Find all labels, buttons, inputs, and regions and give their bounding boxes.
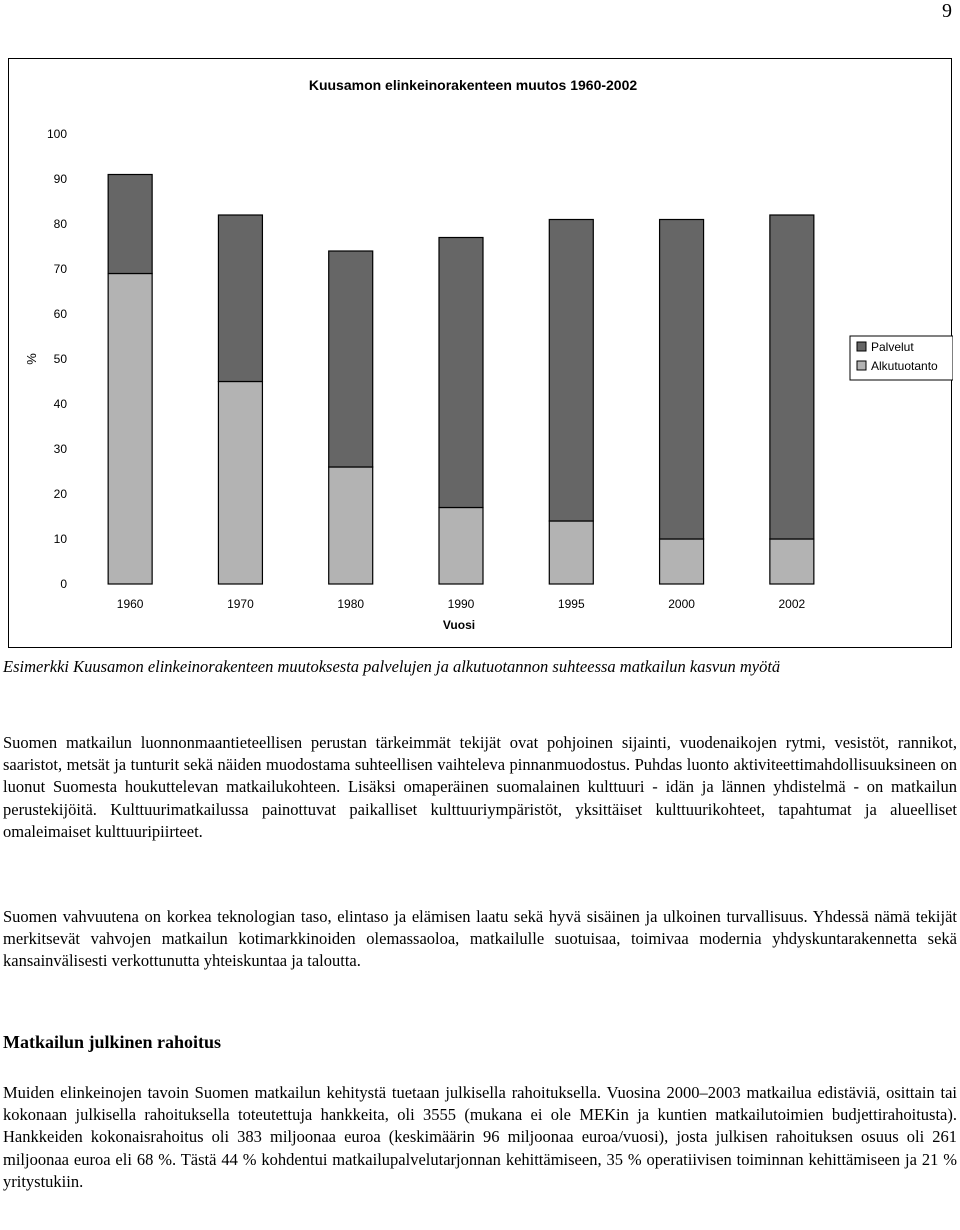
x-tick-label: 1995 (557, 597, 585, 611)
x-tick-label: 1970 (227, 597, 254, 611)
bar-segment-alkutuotanto (108, 274, 152, 585)
y-tick-label: 0 (60, 577, 67, 591)
y-tick-label: 60 (53, 307, 67, 321)
figure-caption: Esimerkki Kuusamon elinkeinorakenteen muutoksesta palvelujen ja alkutuotannon suhteessa matkailun kasvun myötä (3, 657, 781, 676)
x-tick-label: 1960 (116, 597, 144, 611)
bar-segment-palvelut (439, 238, 483, 508)
y-tick-label: 30 (53, 442, 67, 456)
bar-segment-alkutuotanto (329, 467, 373, 584)
chart-container (8, 58, 952, 648)
bar-segment-palvelut (329, 251, 373, 467)
legend-swatch (857, 361, 866, 370)
y-tick-label: 20 (53, 487, 67, 501)
y-tick-label: 70 (53, 262, 67, 276)
legend-label: Palvelut (871, 340, 914, 354)
y-tick-label: 50 (53, 352, 67, 366)
bar-segment-alkutuotanto (660, 539, 704, 584)
legend-label: Alkutuotanto (871, 359, 938, 373)
chart-legend (850, 336, 953, 380)
x-tick-label: 2002 (778, 597, 806, 611)
y-tick-label: 100 (46, 127, 67, 141)
legend-swatch (857, 342, 866, 351)
stacked-bar-chart (9, 59, 953, 649)
y-axis-label: % (24, 353, 39, 365)
bar-segment-alkutuotanto (549, 521, 593, 584)
bar-segment-palvelut (218, 215, 262, 382)
bar-segment-palvelut (770, 215, 814, 539)
y-tick-label: 40 (53, 397, 67, 411)
bar-segment-alkutuotanto (770, 539, 814, 584)
y-tick-label: 90 (53, 172, 67, 186)
bar-segment-alkutuotanto (439, 508, 483, 585)
y-tick-label: 10 (53, 532, 67, 546)
paragraph-2: Suomen vahvuutena on korkea teknologian taso, elintaso ja elämisen laatu sekä hyvä sisäinen ja ulkoinen turvallisuus. Yhdessä nämä tekijät merkitsevät vahvojen matkailun kotimarkkinoiden olemassaoloa, matkailulle suotuisaa, toimivaa modernia yhdyskuntarakennetta sekä kansainvälisesti verkottunutta yhteiskuntaa ja taloutta. (3, 907, 957, 971)
chart-title: Kuusamon elinkeinorakenteen muutos 1960-2002 (308, 77, 638, 93)
y-tick-label: 80 (53, 217, 67, 231)
page-number: 9 (942, 0, 952, 22)
bar-segment-palvelut (549, 220, 593, 522)
bar-segment-palvelut (660, 220, 704, 540)
x-tick-label: 1990 (447, 597, 475, 611)
section-heading: Matkailun julkinen rahoitus (3, 1032, 222, 1052)
paragraph-1: Suomen matkailun luonnonmaantieteellisen perustan tärkeimmät tekijät ovat pohjoinen sijainti, vuodenaikojen rytmi, vesistöt, rannikot, saaristot, metsät ja tunturit sekä näiden muodostama suhteellisen vaihteleva pinnanmuodostus. Puhdas luonto aktiviteettimahdollisuuksineen on luonut Suomesta houkuttelevan matkailukohteen. Lisäksi omaperäinen suomalainen kulttuuri - idän ja lännen yhdistelmä - on matkailun perustekijöitä. Kulttuurimatkailussa painottuvat paikalliset kulttuuriympäristöt, yksittäiset kulttuurikohteet, tapahtumat ja alueelliset omaleimaiset kulttuuripiirteet. (3, 733, 957, 841)
bar-segment-alkutuotanto (218, 382, 262, 585)
x-tick-label: 1980 (337, 597, 365, 611)
x-axis-label: Vuosi (442, 618, 476, 632)
paragraph-3: Muiden elinkeinojen tavoin Suomen matkailun kehitystä tuetaan julkisella rahoituksella. Vuosina 2000–2003 matkailua edistäviä, osittain tai kokonaan julkisella rahoituksella toteutettuja hankkeita, oli 3555 (mukana ei ole MEKin ja kuntien matkailutoimien budjettirahoitusta). Hankkeiden kokonaisrahoitus oli 383 miljoonaa euroa (keskimäärin 96 miljoonaa euroa/vuosi), josta julkisen rahoituksen osuus oli 261 miljoonaa euroa eli 68 %. Tästä 44 % kohdentui matkailupalvelutarjonnan kehittämiseen, 35 % operatiivisen toiminnan kehittämiseen ja 21 % yritystukiin. (3, 1083, 957, 1191)
bar-segment-palvelut (108, 175, 152, 274)
x-tick-label: 2000 (668, 597, 695, 611)
